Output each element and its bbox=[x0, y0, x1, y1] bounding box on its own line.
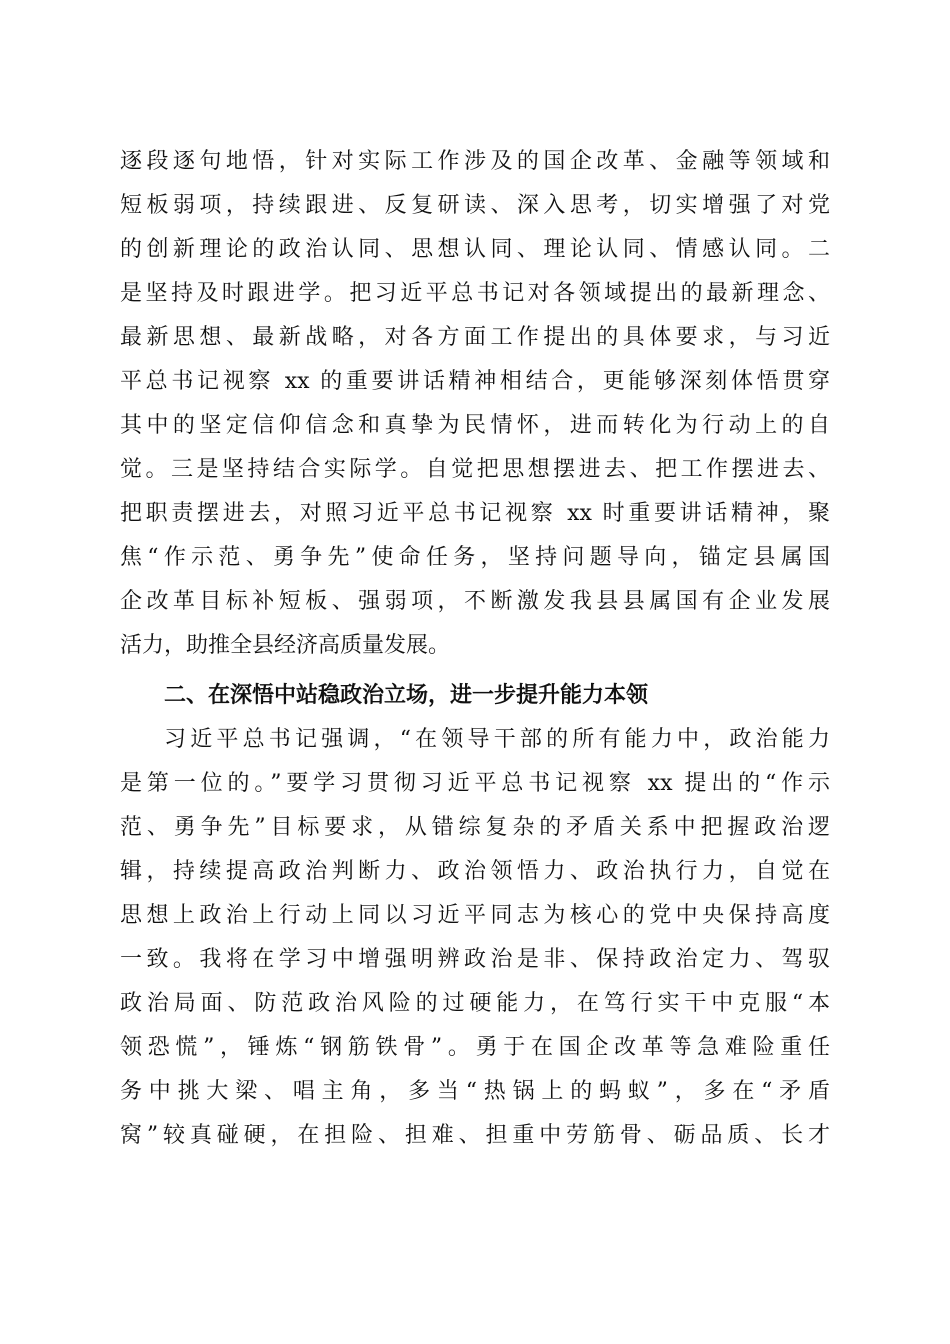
text-line: 逐段逐句地悟，针对实际工作涉及的国企改革、金融等领域和 bbox=[120, 149, 830, 174]
text-line: 思想上政治上行动上同以习近平同志为核心的党中央保持高度 bbox=[120, 903, 830, 928]
text-line: 觉。三是坚持结合实际学。自觉把思想摆进去、把工作摆进去、 bbox=[120, 457, 830, 482]
text-line: 一致。我将在学习中增强明辨政治是非、保持政治定力、驾驭 bbox=[120, 947, 830, 972]
text-line: 其中的坚定信仰信念和真挚为民情怀，进而转化为行动上的自 bbox=[120, 413, 830, 438]
text-line: 最新思想、最新战略，对各方面工作提出的具体要求，与习近 bbox=[120, 325, 830, 350]
text-line: 政治局面、防范政治风险的过硬能力，在笃行实干中克服“本 bbox=[120, 991, 830, 1016]
text-line: 是坚持及时跟进学。把习近平总书记对各领域提出的最新理念、 bbox=[120, 281, 830, 306]
text-line: 活力，助推全县经济高质量发展。 bbox=[120, 633, 451, 658]
text-line: 务中挑大梁、唱主角，多当“热锅上的蚂蚁”，多在“矛盾 bbox=[120, 1079, 830, 1104]
text-line: 的创新理论的政治认同、思想认同、理论认同、情感认同。二 bbox=[120, 237, 830, 262]
text-line: 是第一位的。”要学习贯彻习近平总书记视察 xx 提出的“作示 bbox=[120, 771, 830, 796]
text-line: 平总书记视察 xx 的重要讲话精神相结合，更能够深刻体悟贯穿 bbox=[120, 369, 830, 394]
text-line: 习近平总书记强调，“在领导干部的所有能力中，政治能力 bbox=[164, 727, 830, 752]
text-line: 焦“作示范、勇争先”使命任务，坚持问题导向，锚定县属国 bbox=[120, 545, 830, 570]
text-line: 把职责摆进去，对照习近平总书记视察 xx 时重要讲话精神，聚 bbox=[120, 501, 830, 526]
text-line: 范、勇争先”目标要求，从错综复杂的矛盾关系中把握政治逻 bbox=[120, 815, 830, 840]
text-line: 领恐慌”，锤炼“钢筋铁骨”。勇于在国企改革等急难险重任 bbox=[120, 1035, 830, 1060]
text-line: 辑，持续提高政治判断力、政治领悟力、政治执行力，自觉在 bbox=[120, 859, 830, 884]
text-line: 窝”较真碰硬，在担险、担难、担重中劳筋骨、砺品质、长才 bbox=[120, 1123, 830, 1148]
text-line: 企改革目标补短板、强弱项，不断激发我县县属国有企业发展 bbox=[120, 589, 830, 614]
section-heading: 二、在深悟中站稳政治立场，进一步提升能力本领 bbox=[164, 683, 649, 708]
text-line: 短板弱项，持续跟进、反复研读、深入思考，切实增强了对党 bbox=[120, 193, 830, 218]
